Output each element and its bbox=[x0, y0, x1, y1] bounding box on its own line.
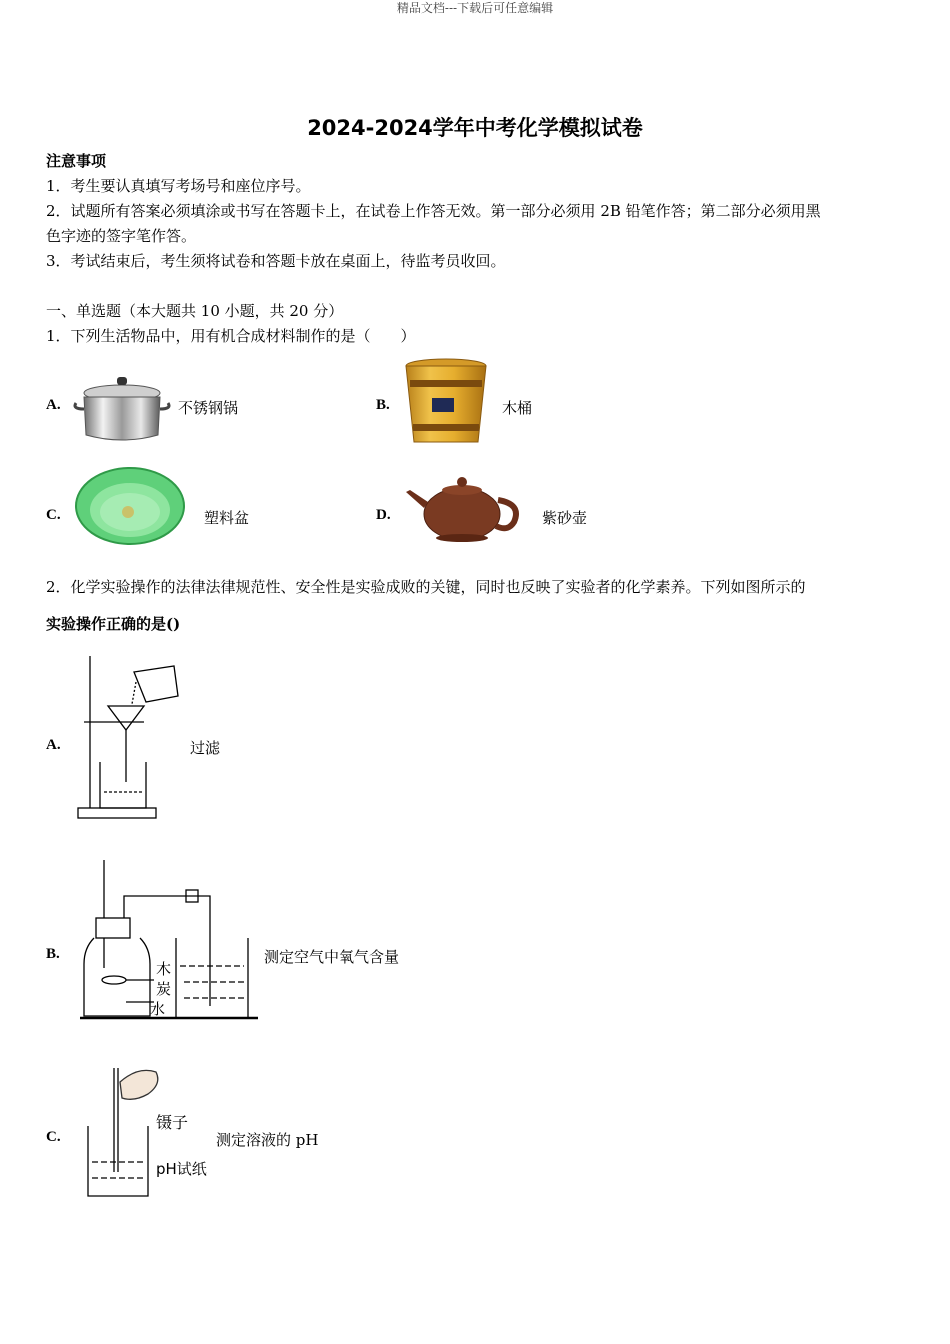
question-1-stem: 1．下列生活物品中，用有机合成材料制作的是（ ） bbox=[46, 327, 416, 345]
ph-test-apparatus-figure bbox=[78, 1062, 168, 1202]
figure-label-ph-paper: pH试纸 bbox=[156, 1160, 207, 1178]
q2-option-b-letter: B. bbox=[46, 946, 60, 962]
notice-heading: 注意事项 bbox=[46, 152, 107, 170]
q2-option-b-label: 测定空气中氧气含量 bbox=[264, 948, 400, 966]
figure-label-tweezers: 镊子 bbox=[156, 1113, 189, 1132]
page-title: 2024-2024学年中考化学模拟试卷 bbox=[307, 116, 643, 140]
q2-option-c-label: 测定溶液的 pH bbox=[216, 1131, 319, 1149]
stainless-pot-image bbox=[74, 373, 170, 445]
figure-label-charcoal: 炭 bbox=[156, 980, 172, 998]
wooden-bucket-image bbox=[404, 358, 488, 446]
notice-item: 色字迹的签字笔作答。 bbox=[46, 227, 197, 245]
q1-option-d-letter: D. bbox=[376, 507, 391, 523]
q1-option-c-label: 塑料盆 bbox=[204, 509, 250, 527]
q1-option-a-label: 不锈钢锅 bbox=[178, 399, 239, 417]
page-header-watermark: 精品文档---下载后可任意编辑 bbox=[396, 1, 554, 15]
question-2-stem-line2: 实验操作正确的是() bbox=[46, 615, 181, 633]
section-heading: 一、单选题（本大题共 10 小题，共 20 分） bbox=[46, 302, 344, 320]
q1-option-a-letter: A. bbox=[46, 397, 61, 413]
q1-option-c-letter: C. bbox=[46, 507, 61, 523]
q2-option-a-label: 过滤 bbox=[190, 739, 221, 757]
q1-option-b-label: 木桶 bbox=[502, 399, 533, 417]
figure-label-water: 水 bbox=[150, 1000, 166, 1018]
question-2-stem-line1: 2．化学实验操作的法律法律规范性、安全性是实验成败的关键，同时也反映了实验者的化学素养。下列如图所示的 bbox=[46, 578, 806, 596]
q2-option-a-letter: A. bbox=[46, 737, 61, 753]
notice-item: 2．试题所有答案必须填涂或书写在答题卡上，在试卷上作答无效。第一部分必须用 2B 铅笔作答；第二部分必须用黑 bbox=[46, 202, 821, 220]
figure-label-wood: 木 bbox=[156, 960, 172, 978]
notice-item: 3．考试结束后，考生须将试卷和答题卡放在桌面上，待监考员收回。 bbox=[46, 252, 506, 270]
q2-option-c-letter: C. bbox=[46, 1129, 61, 1145]
plastic-basin-image bbox=[74, 466, 186, 548]
clay-teapot-image bbox=[404, 470, 524, 546]
filtration-apparatus-figure bbox=[74, 652, 190, 822]
notice-item: 1．考生要认真填写考场号和座位序号。 bbox=[46, 177, 311, 195]
q1-option-b-letter: B. bbox=[376, 397, 390, 413]
q1-option-d-label: 紫砂壶 bbox=[542, 509, 588, 527]
